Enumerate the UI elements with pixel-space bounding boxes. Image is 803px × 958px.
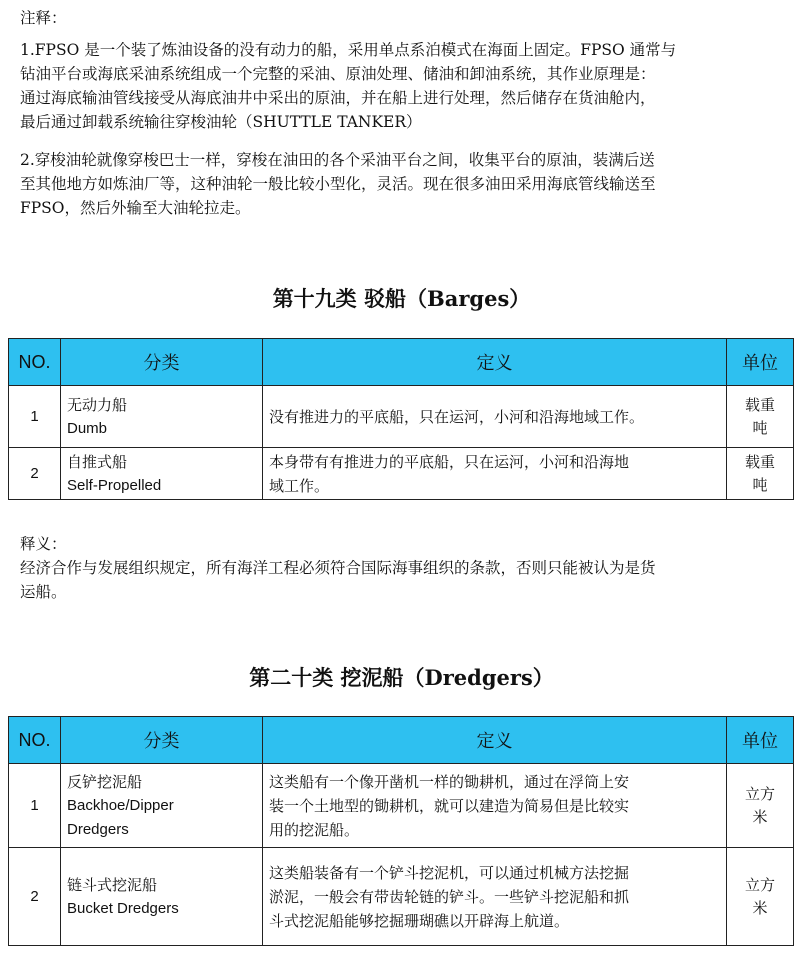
header-definition: 定义 [263, 717, 727, 764]
definition-line: 斗式挖泥船能够挖掘珊瑚礁以开辟海上航道。 [269, 911, 570, 930]
row-number: 1 [9, 764, 61, 848]
barges-table [8, 338, 794, 500]
row-unit [727, 848, 794, 946]
category-en: Backhoe/Dipper [67, 796, 174, 814]
explanation [20, 532, 785, 604]
explanation-line: 经济合作与发展组织规定，所有海洋工程必须符合国际海事组织的条款，否则只能被认为是货 [20, 559, 656, 577]
table-row [9, 448, 794, 500]
notes-item-1-line: 1.FPSO 是一个装了炼油设备的没有动力的船，采用单点系泊模式在海面上固定。FPSO 通常与 [20, 41, 677, 59]
category-en: Self-Propelled [67, 476, 162, 494]
definition-line: 这类船有一个像开凿机一样的锄耕机，通过在浮筒上安 [269, 772, 630, 791]
unit-line: 米 [752, 898, 768, 917]
row-number: 1 [9, 386, 61, 448]
row-category [61, 848, 263, 946]
row-definition [263, 848, 727, 946]
row-unit [727, 764, 794, 848]
unit-line: 米 [752, 807, 768, 826]
row-definition [263, 386, 727, 448]
notes-item-1 [20, 38, 785, 134]
definition-line: 没有推进力的平底船，只在运河，小河和沿海地域工作。 [269, 407, 645, 426]
row-number: 2 [9, 448, 61, 500]
header-category: 分类 [61, 339, 263, 386]
unit-line: 吨 [752, 475, 768, 494]
definition-line: 淤泥，一般会有带齿轮链的铲斗。一些铲斗挖泥船和抓 [269, 887, 630, 906]
category-en: Bucket Dredgers [67, 899, 179, 917]
category-cn: 无动力船 [67, 395, 128, 414]
table-row [9, 848, 794, 946]
row-category [61, 448, 263, 500]
definition-line: 域工作。 [269, 476, 330, 495]
explanation-line: 运船。 [20, 583, 67, 601]
definition-line: 本身带有有推进力的平底船，只在运河，小河和沿海地 [269, 452, 630, 471]
table-row [9, 764, 794, 848]
header-unit: 单位 [727, 717, 794, 764]
notes-item-2-line: FPSO，然后外输至大油轮拉走。 [20, 199, 251, 217]
header-category: 分类 [61, 717, 263, 764]
header-no: NO. [9, 339, 61, 386]
notes-item-2-line: 至其他地方如炼油厂等，这种油轮一般比较小型化，灵活。现在很多油田采用海底管线输送至 [20, 175, 656, 193]
row-unit [727, 386, 794, 448]
header-definition: 定义 [263, 339, 727, 386]
explanation-label: 释义： [20, 535, 67, 553]
header-no: NO. [9, 717, 61, 764]
section-20-title: 第二十类 挖泥船（Dredgers） [249, 665, 554, 690]
row-number: 2 [9, 848, 61, 946]
notes-item-2 [20, 148, 785, 220]
row-definition [263, 448, 727, 500]
row-category [61, 764, 263, 848]
row-definition [263, 764, 727, 848]
unit-line: 载重 [744, 395, 775, 414]
notes-label: 注释： [20, 9, 67, 27]
notes-item-1-line: 钻油平台或海底采油系统组成一个完整的采油、原油处理、储油和卸油系统，其作业原理是： [20, 65, 656, 83]
category-cn: 反铲挖泥船 [67, 772, 143, 791]
header-unit: 单位 [727, 339, 794, 386]
notes-item-1-line: 通过海底输油管线接受从海底油井中采出的原油，并在船上进行处理，然后储存在货油舱内， [20, 89, 656, 107]
row-unit [727, 448, 794, 500]
definition-line: 装一个土地型的锄耕机，就可以建造为简易但是比较实 [269, 796, 630, 815]
section-19-title: 第十九类 驳船（Barges） [272, 286, 531, 311]
unit-line: 立方 [744, 875, 775, 894]
category-cn: 链斗式挖泥船 [67, 875, 158, 894]
row-category [61, 386, 263, 448]
table-header-row [9, 717, 794, 764]
table-header-row [9, 339, 794, 386]
dredgers-table [8, 716, 794, 946]
table-row [9, 386, 794, 448]
category-en: Dumb [67, 419, 108, 437]
notes-item-2-line: 2.穿梭油轮就像穿梭巴士一样，穿梭在油田的各个采油平台之间，收集平台的原油，装满后送 [20, 151, 655, 169]
definition-line: 用的挖泥船。 [269, 820, 360, 839]
unit-line: 载重 [744, 452, 775, 471]
category-en: Dredgers [67, 820, 129, 838]
unit-line: 吨 [752, 418, 768, 437]
unit-line: 立方 [744, 784, 775, 803]
definition-line: 这类船装备有一个铲斗挖泥机，可以通过机械方法挖掘 [269, 863, 630, 882]
category-cn: 自推式船 [67, 452, 128, 471]
notes-item-1-line: 最后通过卸载系统输往穿梭油轮（SHUTTLE TANKER） [20, 113, 422, 131]
